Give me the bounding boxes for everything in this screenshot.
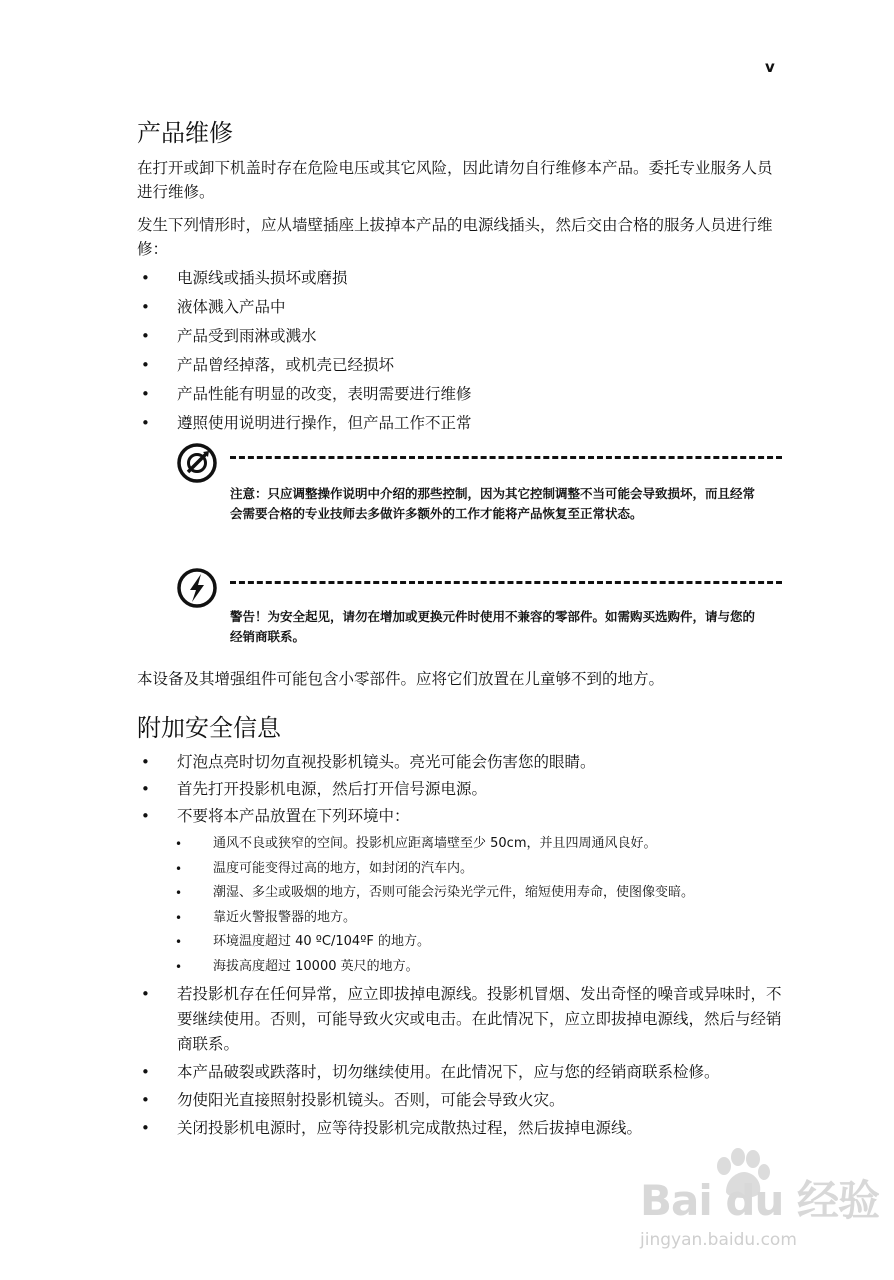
- list-item: • 灯泡点亮时切勿直视投影机镜头。亮光可能会伤害您的眼睛。: [137, 750, 782, 777]
- sub-list-item: • 温度可能变得过高的地方，如封闭的汽车内。: [175, 857, 785, 882]
- page-number: v: [765, 58, 775, 76]
- caution-text: 注意：只应调整操作说明中介绍的那些控制，因为其它控制调整不当可能会导致损坏，而且经常会需要合格的专业技师去多做许多额外的工作才能将产品恢复至正常状态。: [230, 486, 756, 521]
- safety-list: [137, 750, 782, 832]
- sub-list-item: • 环境温度超过 40 ºC/104ºF 的地方。: [175, 930, 785, 955]
- lightning-warning-icon: [176, 567, 218, 609]
- sub-list-item: • 潮湿、多尘或吸烟的地方，否则可能会污染光学元件，缩短使用寿命，使图像变暗。: [175, 881, 785, 906]
- warning-text: 警告！为安全起见，请勿在增加或更换元件时使用不兼容的零部件。如需购买选购件，请与您的经销商联系。: [230, 609, 756, 644]
- divider: [230, 456, 782, 459]
- list-item: • 遵照使用说明进行操作，但产品工作不正常: [137, 411, 782, 440]
- caution-notice: [176, 442, 782, 552]
- warning-notice: [176, 567, 782, 657]
- list-item: • 首先打开投影机电源，然后打开信号源电源。: [137, 777, 782, 804]
- divider: [230, 581, 782, 584]
- list-item: • 电源线或插头损坏或磨损: [137, 266, 782, 295]
- service-conditions-list: [137, 266, 782, 440]
- section-title-product-service: 产品维修: [137, 119, 233, 147]
- service-paragraph-1: 在打开或卸下机盖时存在危险电压或其它风险，因此请勿自行维修本产品。委托专业服务人员进行维修。: [137, 159, 773, 201]
- section-title-safety-info: 附加安全信息: [137, 714, 281, 742]
- sub-list-item: • 靠近火警报警器的地方。: [175, 906, 785, 931]
- sub-list-item: • 海拔高度超过 10000 英尺的地方。: [175, 955, 785, 980]
- list-item: • 若投影机存在任何异常，应立即拔掉电源线。投影机冒烟、发出奇怪的噪音或异味时，不要继续使用。否则，可能导致火灾或电击。在此情况下，应立即拔掉电源线，然后与经销商联系。: [137, 982, 782, 1060]
- environment-sublist: [175, 832, 785, 979]
- watermark-logo: Bai du 经验: [640, 1176, 879, 1225]
- watermark: [620, 1140, 880, 1270]
- service-paragraph-2: 发生下列情形时，应从墙壁插座上拔掉本产品的电源线插头，然后交由合格的服务人员进行维修：: [137, 216, 773, 258]
- list-item: • 产品受到雨淋或溅水: [137, 324, 782, 353]
- list-item: • 本产品破裂或跌落时，切勿继续使用。在此情况下，应与您的经销商联系检修。: [137, 1060, 782, 1088]
- list-item: • 关闭投影机电源时，应等待投影机完成散热过程，然后拔掉电源线。: [137, 1116, 782, 1144]
- caution-icon: [176, 442, 218, 484]
- list-item: • 产品曾经掉落，或机壳已经损坏: [137, 353, 782, 382]
- small-parts-paragraph: 本设备及其增强组件可能包含小零部件。应将它们放置在儿童够不到的地方。: [137, 670, 665, 688]
- list-item: [137, 804, 782, 832]
- list-item: • 液体溅入产品中: [137, 295, 782, 324]
- list-item: • 勿使阳光直接照射投影机镜头。否则，可能会导致火灾。: [137, 1088, 782, 1116]
- safety-list-continued: [137, 982, 782, 1144]
- list-item-text: 不要将本产品放置在下列环境中：: [177, 807, 410, 825]
- sub-list-item: • 通风不良或狭窄的空间。投影机应距离墙壁至少 50cm，并且四周通风良好。: [175, 832, 785, 857]
- watermark-url: jingyan.baidu.com: [640, 1230, 797, 1250]
- list-item: • 产品性能有明显的改变，表明需要进行维修: [137, 382, 782, 411]
